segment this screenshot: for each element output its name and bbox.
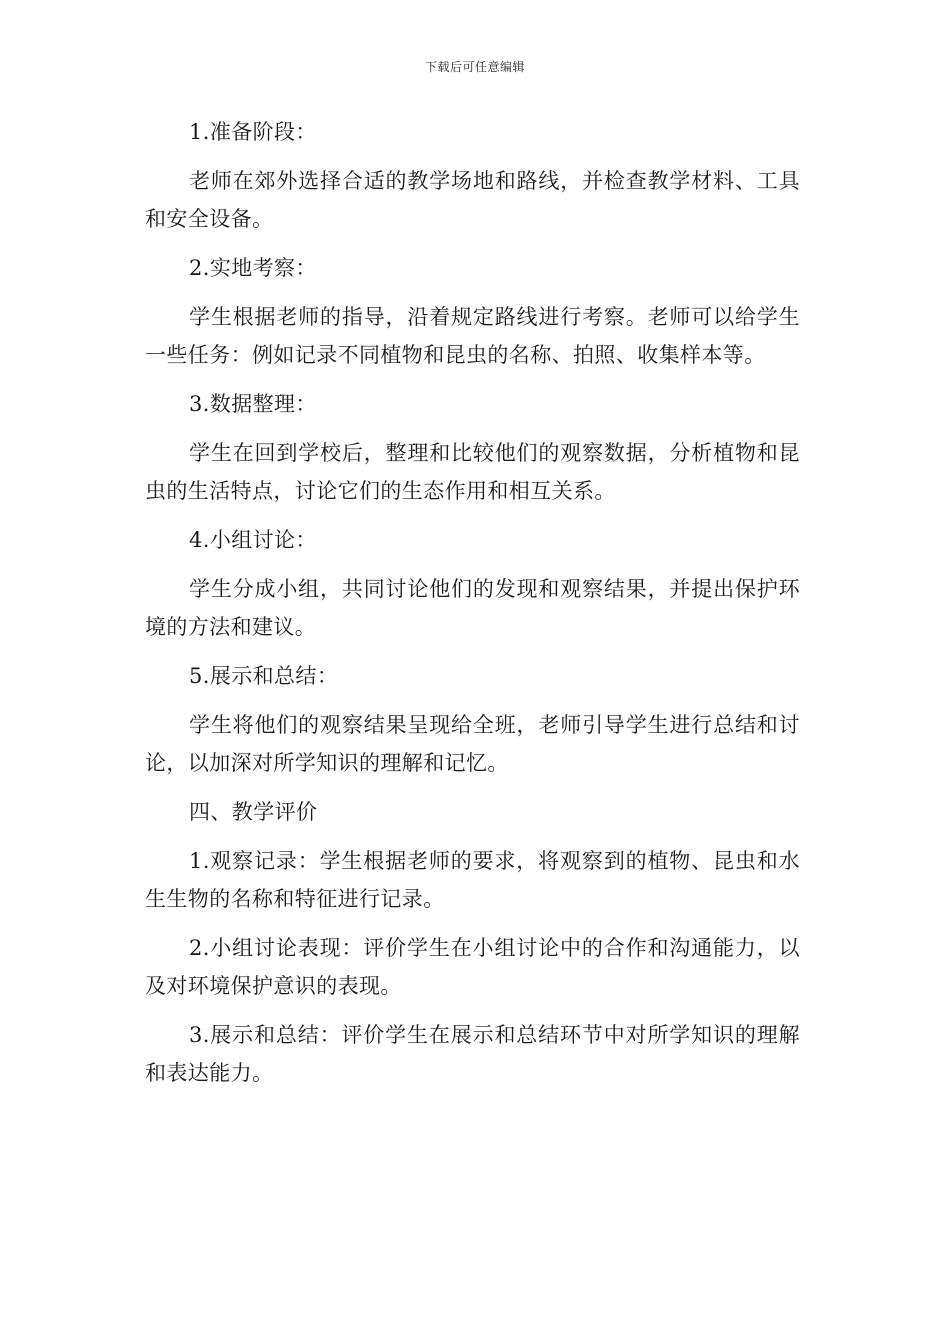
paragraph-group-discussion: 学生分成小组，共同讨论他们的发现和观察结果，并提出保护环境的方法和建议。 bbox=[145, 577, 800, 639]
paragraph-data-organization: 学生在回到学校后，整理和比较他们的观察数据，分析植物和昆虫的生活特点，讨论它们的生态作用和相互关系。 bbox=[145, 441, 800, 503]
paragraph-evaluation-observation: 1.观察记录：学生根据老师的要求，将观察到的植物、昆虫和水生生物的名称和特征进行记录。 bbox=[145, 849, 800, 911]
paragraph-preparation: 老师在郊外选择合适的教学场地和路线，并检查教学材料、工具和安全设备。 bbox=[145, 169, 800, 231]
step-heading-field-survey: 2.实地考察： bbox=[189, 256, 317, 280]
paragraph-field-survey: 学生根据老师的指导，沿着规定路线进行考察。老师可以给学生一些任务：例如记录不同植物和昆虫的名称、拍照、收集样本等。 bbox=[145, 305, 800, 367]
document-body bbox=[145, 113, 800, 1103]
step-heading-presentation: 5.展示和总结： bbox=[189, 664, 339, 688]
step-heading-data-organization: 3.数据整理： bbox=[189, 392, 317, 416]
step-heading-group-discussion: 4.小组讨论： bbox=[189, 528, 317, 552]
paragraph-evaluation-presentation: 3.展示和总结：评价学生在展示和总结环节中对所学知识的理解和表达能力。 bbox=[145, 1023, 800, 1085]
paragraph-evaluation-discussion: 2.小组讨论表现：评价学生在小组讨论中的合作和沟通能力，以及对环境保护意识的表现。 bbox=[145, 936, 800, 998]
page-header-note: 下载后可任意编辑 bbox=[424, 60, 525, 74]
step-heading-preparation: 1.准备阶段： bbox=[189, 120, 317, 144]
section-heading-evaluation: 四、教学评价 bbox=[189, 800, 318, 824]
paragraph-presentation: 学生将他们的观察结果呈现给全班，老师引导学生进行总结和讨论，以加深对所学知识的理解和记忆。 bbox=[145, 713, 800, 775]
